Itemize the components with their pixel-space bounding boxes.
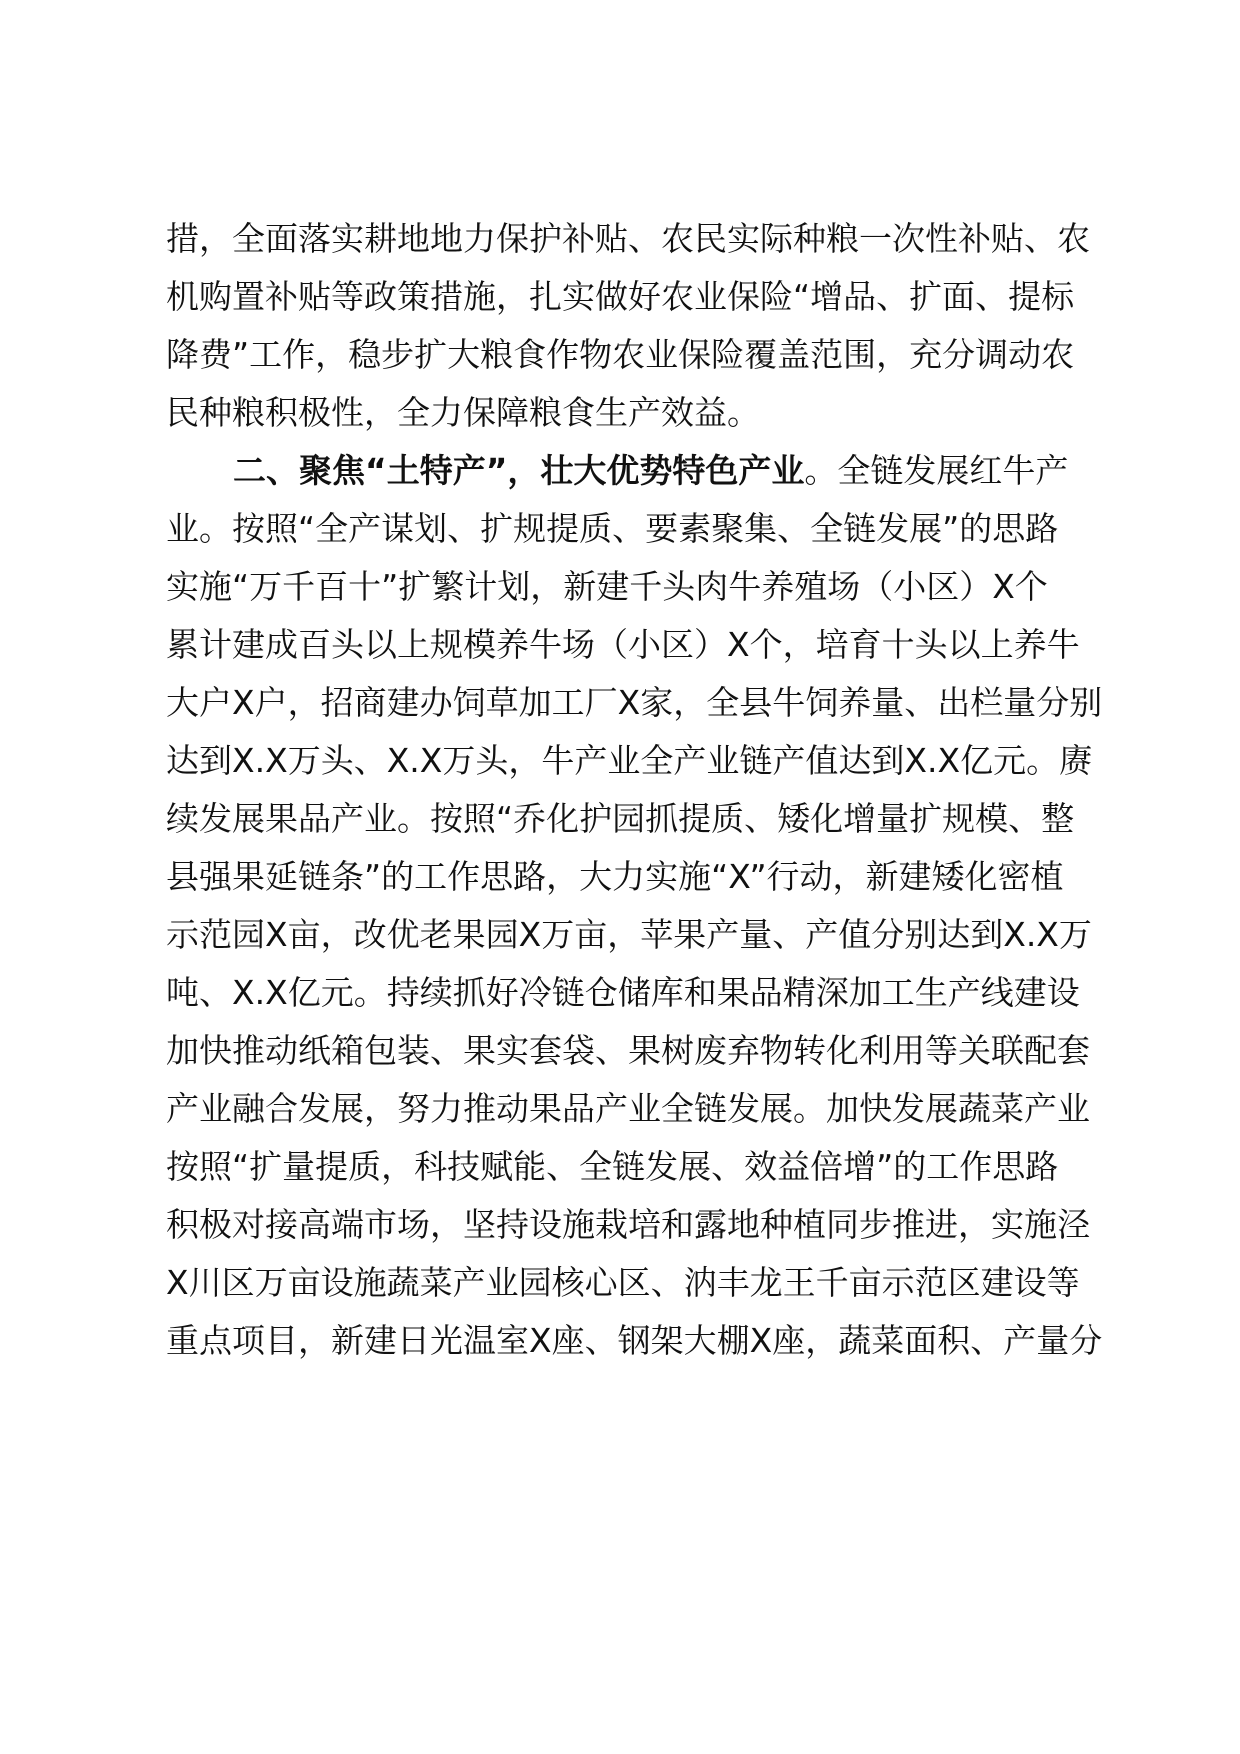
text-line-6: 业。按照“全产谋划、扩规提质、要素聚集、全链发展”的思路 [166,509,1059,548]
text-line-9: 大户X户，招商建办饲草加工厂X家，全县牛饲养量、出栏量分别 [166,683,1103,722]
text-line-16: 产业融合发展，努力推动果品产业全链发展。加快发展蔬菜产业 [166,1089,1090,1128]
text-line-15: 加快推动纸箱包装、果实套袋、果树废弃物转化利用等关联配套 [166,1031,1090,1070]
section-heading-suffix: 。全链发展红牛产 [804,451,1069,490]
text-line-8: 累计建成百头以上规模养牛场（小区）X个，培育十头以上养牛 [166,625,1080,664]
text-line-1: 措，全面落实耕地地力保护补贴、农民实际种粮一次性补贴、农 [166,219,1090,258]
text-line-19: X川区万亩设施蔬菜产业园核心区、汭丰龙王千亩示范区建设等 [166,1263,1080,1302]
text-line-17: 按照“扩量提质，科技赋能、全链发展、效益倍增”的工作思路 [166,1147,1059,1186]
text-line-10: 达到X.X万头、X.X万头，牛产业全产业链产值达到X.X亿元。赓 [166,741,1093,780]
text-line-18: 积极对接高端市场，坚持设施栽培和露地种植同步推进，实施泾 [166,1205,1090,1244]
text-line-12: 县强果延链条”的工作思路，大力实施“X”行动，新建矮化密植 [166,857,1064,896]
section-heading: 二、聚焦“土特产”，壮大优势特色产业 [233,451,805,490]
text-line-4: 民种粮积极性，全力保障粮食生产效益。 [166,393,760,432]
text-line-14: 吨、X.X亿元。持续抓好冷链仓储库和果品精深加工生产线建设 [166,973,1080,1012]
section-heading-line [233,439,1068,503]
text-line-2: 机购置补贴等政策措施，扎实做好农业保险“增品、扩面、提标 [166,277,1075,316]
text-line-3: 降费”工作，稳步扩大粮食作物农业保险覆盖范围，充分调动农 [166,335,1075,374]
text-line-7: 实施“万千百十”扩繁计划，新建千头肉牛养殖场（小区）X个 [166,567,1048,606]
text-line-11: 续发展果品产业。按照“乔化护园抓提质、矮化增量扩规模、整 [166,799,1075,838]
text-line-20: 重点项目，新建日光温室X座、钢架大棚X座，蔬菜面积、产量分 [166,1321,1103,1360]
text-line-13: 示范园X亩，改优老果园X万亩，苹果产量、产值分别达到X.X万 [166,915,1092,954]
